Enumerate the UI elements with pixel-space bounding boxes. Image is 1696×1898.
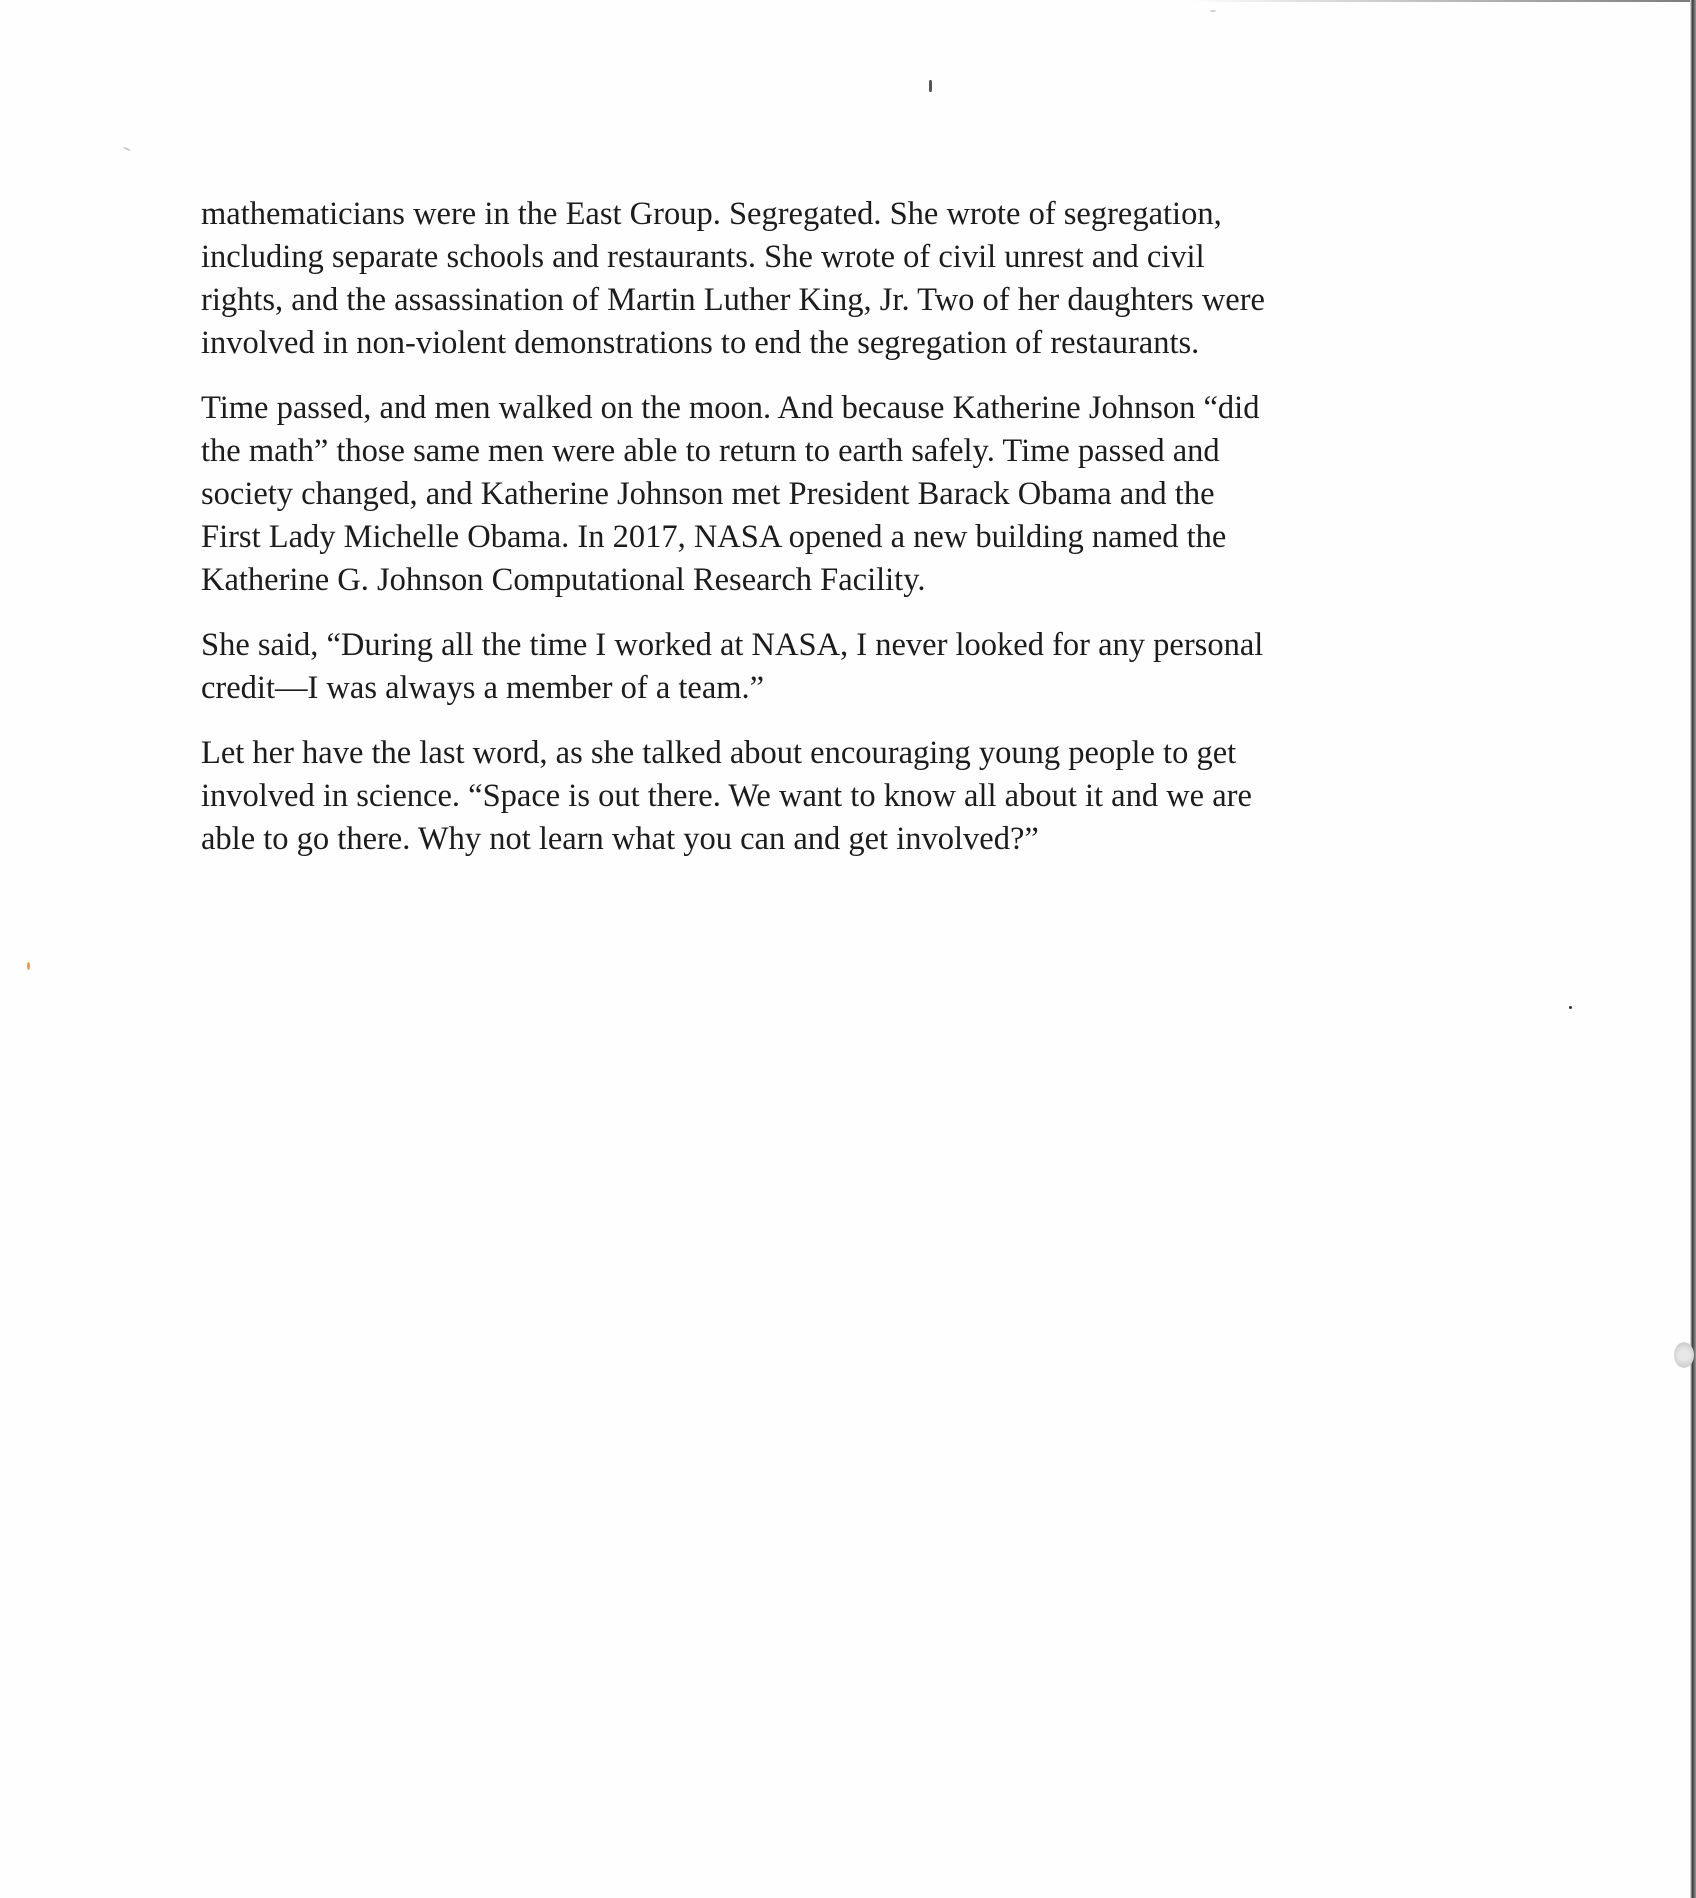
body-text (201, 193, 1561, 883)
scan-speck (1210, 10, 1216, 12)
text-line: She said, “During all the time I worked at NASA, I never looked for any personal (201, 627, 1264, 663)
paragraph-moon-landing (201, 387, 1561, 602)
text-line: including separate schools and restaurants. She wrote of civil unrest and civil (201, 239, 1205, 275)
text-line: Katherine G. Johnson Computational Research Facility. (201, 562, 926, 598)
text-line: First Lady Michelle Obama. In 2017, NASA opened a new building named the (201, 519, 1227, 555)
scan-speck (123, 146, 131, 151)
text-line: rights, and the assassination of Martin Luther King, Jr. Two of her daughters were (201, 282, 1265, 318)
scan-speck (1569, 1006, 1572, 1009)
scan-speck (929, 80, 932, 92)
paragraph-last-word (201, 732, 1561, 861)
text-line: able to go there. Why not learn what you can and get involved?” (201, 821, 1039, 857)
paper-edge-notch (1674, 1342, 1694, 1368)
paper-right-edge (1690, 0, 1696, 1898)
text-line: credit—I was always a member of a team.” (201, 670, 765, 706)
paragraph-quote-team (201, 624, 1561, 710)
text-line: mathematicians were in the East Group. Segregated. She wrote of segregation, (201, 196, 1222, 232)
paper-top-edge (1190, 0, 1696, 2)
text-line: Time passed, and men walked on the moon. And because Katherine Johnson “did (201, 390, 1260, 426)
text-line: the math” those same men were able to return to earth safely. Time passed and (201, 433, 1220, 469)
text-line: involved in non-violent demonstrations to end the segregation of restaurants. (201, 325, 1200, 361)
text-line: involved in science. “Space is out there. We want to know all about it and we are (201, 778, 1252, 814)
text-line: society changed, and Katherine Johnson met President Barack Obama and the (201, 476, 1215, 512)
text-line: Let her have the last word, as she talked about encouraging young people to get (201, 735, 1237, 771)
scan-speck (27, 962, 30, 970)
paragraph-segregation (201, 193, 1561, 365)
